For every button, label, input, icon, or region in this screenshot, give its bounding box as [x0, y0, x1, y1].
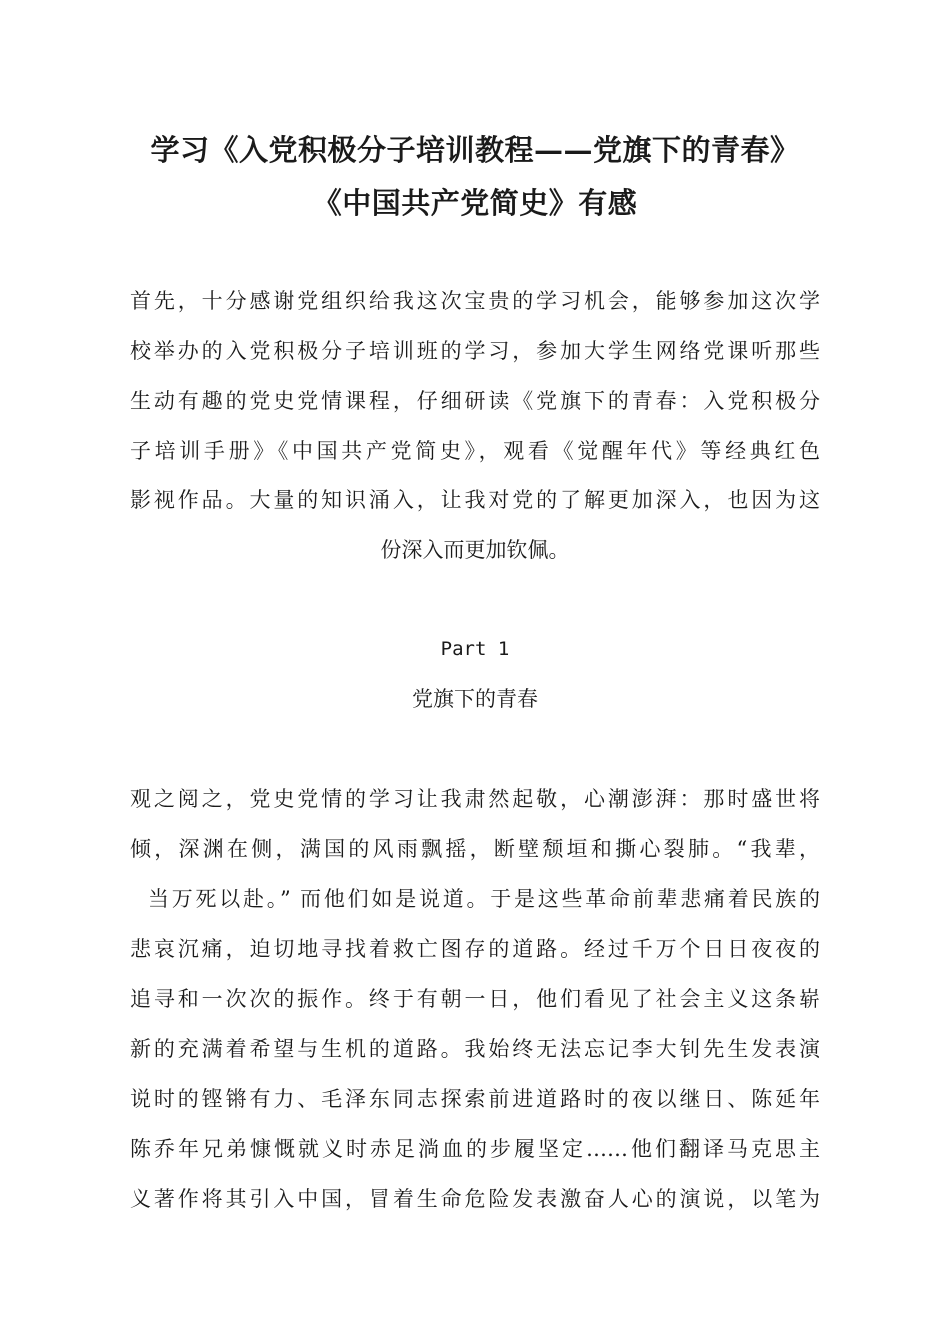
body-paragraph-line: 说时的铿锵有力、毛泽东同志探索前进道路时的夜以继日、陈延年 [130, 1087, 820, 1111]
intro-paragraph-line: 影视作品。大量的知识涌入，让我对党的了解更加深入，也因为这 [130, 488, 820, 512]
body-paragraph-line: 义著作将其引入中国，冒着生命危险发表激奋人心的演说，以笔为 [130, 1187, 820, 1211]
intro-paragraph-line: 子培训手册》《中国共产党简史》，观看《觉醒年代》等经典红色 [130, 439, 820, 463]
intro-paragraph-line: 首先，十分感谢党组织给我这次宝贵的学习机会，能够参加这次学 [130, 289, 820, 313]
intro-paragraph-line: 生动有趣的党史党情课程，仔细研读《党旗下的青春：入党积极分 [130, 389, 820, 413]
document-title-line-1: 学习《入党积极分子培训教程——党旗下的青春》 [150, 133, 800, 167]
body-paragraph-line: 观之阅之，党史党情的学习让我肃然起敬，心潮澎湃：那时盛世将 [130, 787, 820, 811]
body-paragraph-line: 新的充满着希望与生机的道路。我始终无法忘记李大钊先生发表演 [130, 1037, 820, 1061]
document-title-line-2: 《中国共产党简史》有感 [312, 186, 638, 220]
intro-paragraph-line: 校举办的入党积极分子培训班的学习，参加大学生网络党课听那些 [130, 339, 820, 363]
body-paragraph-line: 当万死以赴。” 而他们如是说道。于是这些革命前辈悲痛着民族的 [148, 887, 820, 911]
intro-paragraph-last-line: 份深入而更加钦佩。 [380, 538, 570, 562]
part-label: Part 1 [440, 638, 510, 660]
body-paragraph-line: 悲哀沉痛，迫切地寻找着救亡图存的道路。经过千万个日日夜夜的 [130, 937, 820, 961]
body-paragraph-line: 陈乔年兄弟慷慨就义时赤足淌血的步履坚定……他们翻译马克思主 [130, 1137, 820, 1161]
body-paragraph-line: 追寻和一次次的振作。终于有朝一日，他们看见了社会主义这条崭 [130, 987, 820, 1011]
part-title: 党旗下的青春 [412, 687, 538, 711]
body-paragraph-line: 倾，深渊在侧，满国的风雨飘摇，断壁颓垣和撕心裂肺。“我辈， [130, 837, 820, 861]
